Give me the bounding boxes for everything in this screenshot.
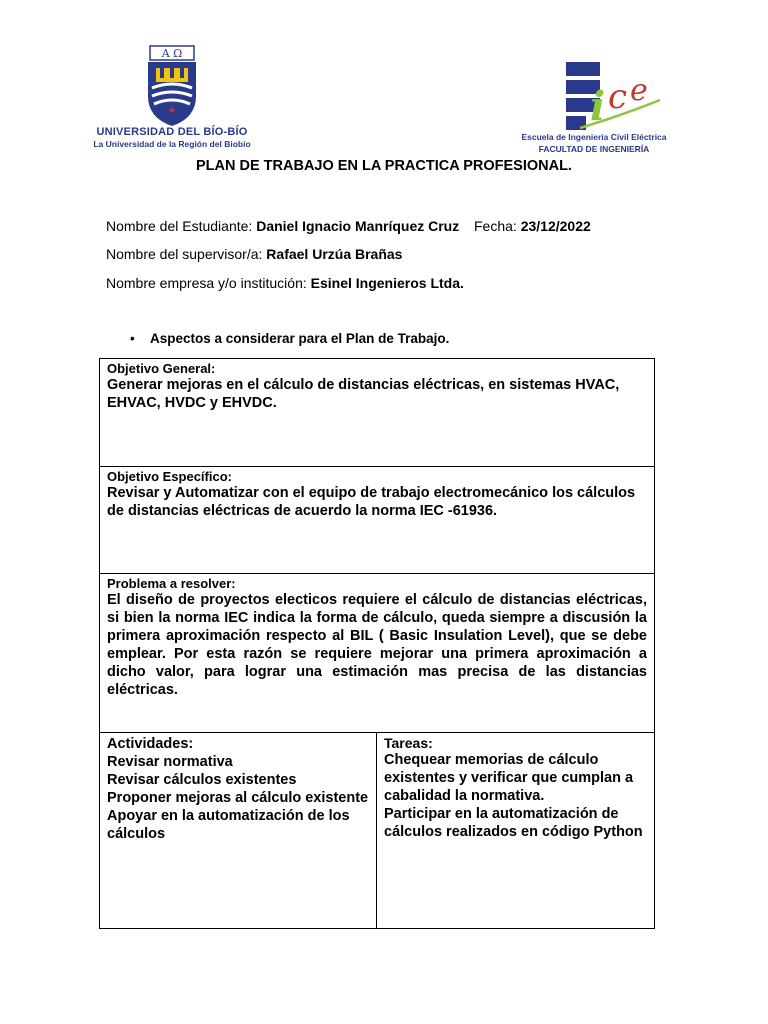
company-field: [106, 275, 464, 291]
activities-cell: [100, 733, 377, 929]
general-objective-label: Objetivo General:: [107, 361, 216, 376]
activity-item: Proponer mejoras al cálculo existente: [107, 790, 369, 806]
task-item: Chequear memorias de cálculo existentes y verificar que cumplan a cabalidad la normativa.: [384, 752, 634, 804]
student-label: Nombre del Estudiante:: [106, 218, 257, 234]
activities-label: Actividades:: [107, 736, 194, 752]
activity-item: Revisar cálculos existentes: [107, 772, 297, 788]
bullet-dot-icon: •: [130, 331, 135, 346]
work-plan-table: [99, 358, 655, 929]
problem-label: Problema a resolver:: [107, 576, 236, 591]
supervisor-value: Rafael Urzúa Brañas: [266, 246, 403, 262]
svg-text:c: c: [608, 77, 628, 117]
date-field: [474, 218, 591, 234]
supervisor-field: [106, 246, 402, 262]
shield-text: A Ω: [161, 47, 183, 60]
specific-objective-cell: [100, 467, 655, 574]
table-row: [100, 733, 655, 929]
date-value: 23/12/2022: [520, 218, 591, 234]
bullet-text: Aspectos a considerar para el Plan de Trabajo.: [150, 331, 450, 346]
company-label: Nombre empresa y/o institución:: [106, 275, 311, 291]
table-row: [100, 467, 655, 574]
specific-objective-text: Revisar y Automatizar con el equipo de trabajo electromecánico los cálculos de distancias eléctricas de acuerdo la norma IEC -61936.: [107, 485, 636, 519]
ice-school-logo: [560, 60, 670, 132]
tasks-label: Tareas:: [384, 735, 433, 751]
table-row: [100, 574, 655, 733]
svg-text:e: e: [630, 73, 648, 108]
university-subtitle: La Universidad de la Región del Biobío: [93, 139, 251, 149]
activity-item: Revisar normativa: [107, 754, 233, 770]
university-name: UNIVERSIDAD DEL BÍO-BÍO: [96, 126, 248, 138]
tasks-cell: [377, 733, 655, 929]
date-label: Fecha:: [474, 218, 521, 234]
faculty-name: FACULTAD DE INGENIERÍA: [538, 144, 650, 154]
problem-cell: [100, 574, 655, 733]
general-objective-cell: [100, 359, 655, 467]
school-name: Escuela de Ingeniería Civil Eléctrica: [521, 132, 667, 142]
student-field: [106, 218, 459, 234]
document-title: PLAN DE TRABAJO EN LA PRACTICA PROFESIONAL.: [196, 158, 572, 174]
svg-text:i: i: [590, 83, 606, 130]
specific-objective-label: Objetivo Específico:: [107, 469, 232, 484]
table-row: [100, 359, 655, 467]
task-item: Participar en la automatización de cálculos realizados en código Python: [384, 806, 643, 840]
problem-text: El diseño de proyectos electicos requiere el cálculo de distancias eléctricas, si bien la norma IEC indica la forma de cálculo, queda siempre a discusión la primera aproximación respecto al BIL ( Basic Insulation Level), que se debe emplear. Por esta razón se requiere mejorar una primera aproximación a dicho valor, para lograr una estimación mas precisa de las distancias eléctricas.: [107, 592, 647, 698]
supervisor-label: Nombre del supervisor/a:: [106, 246, 267, 262]
general-objective-text: Generar mejoras en el cálculo de distancias eléctricas, en sistemas HVAC, EHVAC, HVDC y EHVDC.: [107, 377, 620, 411]
student-value: Daniel Ignacio Manríquez Cruz: [256, 218, 460, 234]
activity-item: Apoyar en la automatización de los cálculos: [107, 808, 350, 842]
company-value: Esinel Ingenieros Ltda.: [310, 275, 464, 291]
